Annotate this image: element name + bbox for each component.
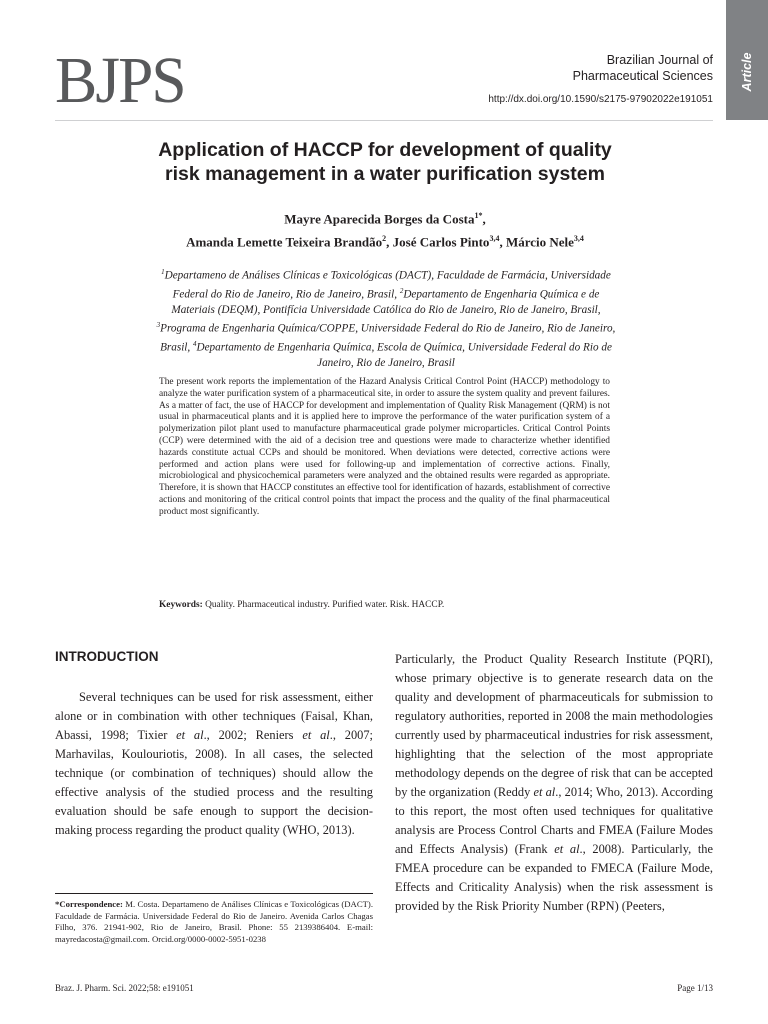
article-title: [100, 138, 670, 186]
title-line-2: risk management in a water purification system: [165, 163, 605, 185]
affiliation-3-marker: 3: [156, 321, 161, 330]
author-1-affiliation: 1*: [474, 211, 483, 220]
author-1: Mayre Aparecida Borges da Costa: [284, 211, 475, 227]
intro-right-etal-1: et al: [533, 785, 556, 799]
footer-citation: Braz. J. Pharm. Sci. 2022;58: e191051: [55, 983, 194, 993]
doi-link[interactable]: http://dx.doi.org/10.1590/s2175-97902022e191051: [488, 94, 713, 105]
correspondence-label: *Correspondence:: [55, 899, 123, 909]
keywords-text: Quality. Pharmaceutical industry. Purified water. Risk. HACCP.: [202, 600, 445, 610]
author-list: [80, 206, 690, 253]
affiliation-3: Programa de Engenharia Química/COPPE, Universidade Federal do Rio de Janeiro, Rio de Janeiro, Brasil,: [160, 323, 616, 355]
journal-name: [573, 52, 713, 84]
introduction-right-column: [395, 650, 713, 916]
intro-left-text-3: ., 2007; Marhavilas, Koulouriotis, 2008). In all cases, the selected technique (or combination of techniques) should allow the effective analysis of the studied process and the resulting evaluation should be safe enough to support the decision-making process regarding the product quality (WHO, 2013).: [55, 728, 373, 837]
author-2-affiliation: 2: [382, 234, 387, 244]
introduction-left-column: [55, 688, 373, 840]
intro-right-text-3: ., 2008). Particularly, the FMEA procedure can be expanded to FMECA (Failure Mode, Effects and Criticality Analysis) when the risk assessment is provided by the Risk Priority Number (RPN) (Peeters,: [395, 842, 713, 913]
affiliation-2: Departamento de Engenharia Química e de Materiais (DEQM), Pontifícia Universidade Católica do Rio de Janeiro, Rio de Janeiro, Brasil,: [171, 288, 601, 317]
affiliation-4: Departamento de Engenharia Química, Escola de Química, Universidade Federal do Rio de Janeiro, Rio de Janeiro, Brasil: [196, 342, 612, 370]
affiliations: [150, 265, 622, 372]
keywords: [159, 599, 610, 611]
author-3-affiliation: 3,4: [489, 234, 500, 244]
abstract: The present work reports the implementation of the Hazard Analysis Critical Control Point (HACCP) methodology to analyze the water purification system of a pharmaceutical site, in order to assure the system quality and prevent failures. As a matter of fact, the use of HACCP for development and implementation of Quality Risk Management (QRM) is not usual in pharmaceutical plants and it is applied here to improve the performance of the water purification system of a polymerization pilot plant used to manufacture pharmaceutical grade polymer microparticles. Critical Control Points (CCP) were determined with the aid of a decision tree and questions were made to characterize whether identified hazards constitute actual CCPs and should be monitored. When deviations were detected, corrective actions were performed and action plans were used for following-up and implementation of corrective actions. Finally, microbiological and physicochemical parameters were analyzed and the obtained results were regarded as appropriate. Therefore, it is shown that HACCP constitutes an effective tool for identification of hazards, establishment of corrective actions and monitoring of the critical control points that impact the process and the quality of the final pharmaceutical product most significantly.: [159, 377, 610, 517]
affiliation-1: Departameno de Análises Clínicas e Toxicológicas (DACT), Faculdade de Farmácia, Universidade Federal do Rio de Janeiro, Rio de Janeiro, Brasil,: [164, 269, 611, 301]
intro-right-text-2: ., 2014; Who, 2013). According to this report, the most often used techniques for qualitative analysis are Process Control Charts and FMEA (Failure Modes and Effects Analysis) (Frank: [395, 785, 713, 856]
header-divider: [55, 120, 713, 121]
intro-left-text-1: Several techniques can be used for risk assessment, either alone or in combination with other techniques (Faisal, Khan, Abassi, 1998; Tixier: [55, 690, 373, 742]
affiliation-2-marker: 2: [399, 287, 404, 296]
article-type-tab: [726, 0, 768, 120]
author-3: José Carlos Pinto: [392, 234, 490, 250]
article-type-label: Article: [740, 52, 754, 92]
footer-page-number: Page 1/13: [677, 983, 713, 993]
author-2: Amanda Lemette Teixeira Brandão: [186, 234, 383, 250]
correspondence-footnote: [55, 899, 373, 945]
author-4: Márcio Nele: [505, 234, 574, 250]
intro-right-text-1: Particularly, the Product Quality Research Institute (PQRI), whose primary objective is to generate research data on the quality and development of pharmaceuticals for submission to regulatory authorities, reported in 2008 the main methodologies currently used by pharmaceutical industries for risk assessment, highlighting that the selection of the most appropriate methodology depends on the degree of risk that can be accepted by the organization (Reddy: [395, 652, 713, 799]
author-line-1: Mayre Aparecida Borges da Costa$^{1*}$,: [284, 211, 486, 227]
author-4-affiliation: 3,4: [573, 234, 584, 244]
author-line-2: Amanda Lemette Teixeira Brandão$^2$, José Carlos Pinto$^{3,4}$, Márcio Nele$^{3,4}$: [186, 234, 584, 250]
title-line-1: Application of HACCP for development of quality: [158, 139, 612, 161]
intro-left-etal-2: et al: [302, 728, 330, 742]
journal-logo: BJPS: [55, 44, 185, 117]
intro-left-text-2: ., 2002; Reniers: [203, 728, 303, 742]
intro-right-etal-2: et al: [554, 842, 580, 856]
journal-name-line-2: Pharmaceutical Sciences: [572, 69, 713, 83]
footnote-divider: [55, 893, 373, 894]
affiliation-1-marker: 1: [161, 268, 165, 276]
keywords-label: Keywords:: [159, 600, 203, 610]
affiliation-4-marker: 4: [193, 340, 197, 349]
correspondence-text: M. Costa. Departameno de Análises Clínicas e Toxicológicas (DACT). Faculdade de Farmácia. Universidade Federal do Rio de Janeiro. Avenida Carlos Chagas Filho, 376. 21941-902, Rio de Janeiro, Brasil. Phone: 55 2139386404. E-mail: mayredacosta@gmail.com. Orcid.org/0000-0002-5951-0238: [55, 899, 373, 944]
intro-left-etal-1: et al: [176, 728, 204, 742]
journal-name-line-1: Brazilian Journal of: [606, 53, 713, 67]
section-heading-introduction: INTRODUCTION: [55, 649, 159, 664]
